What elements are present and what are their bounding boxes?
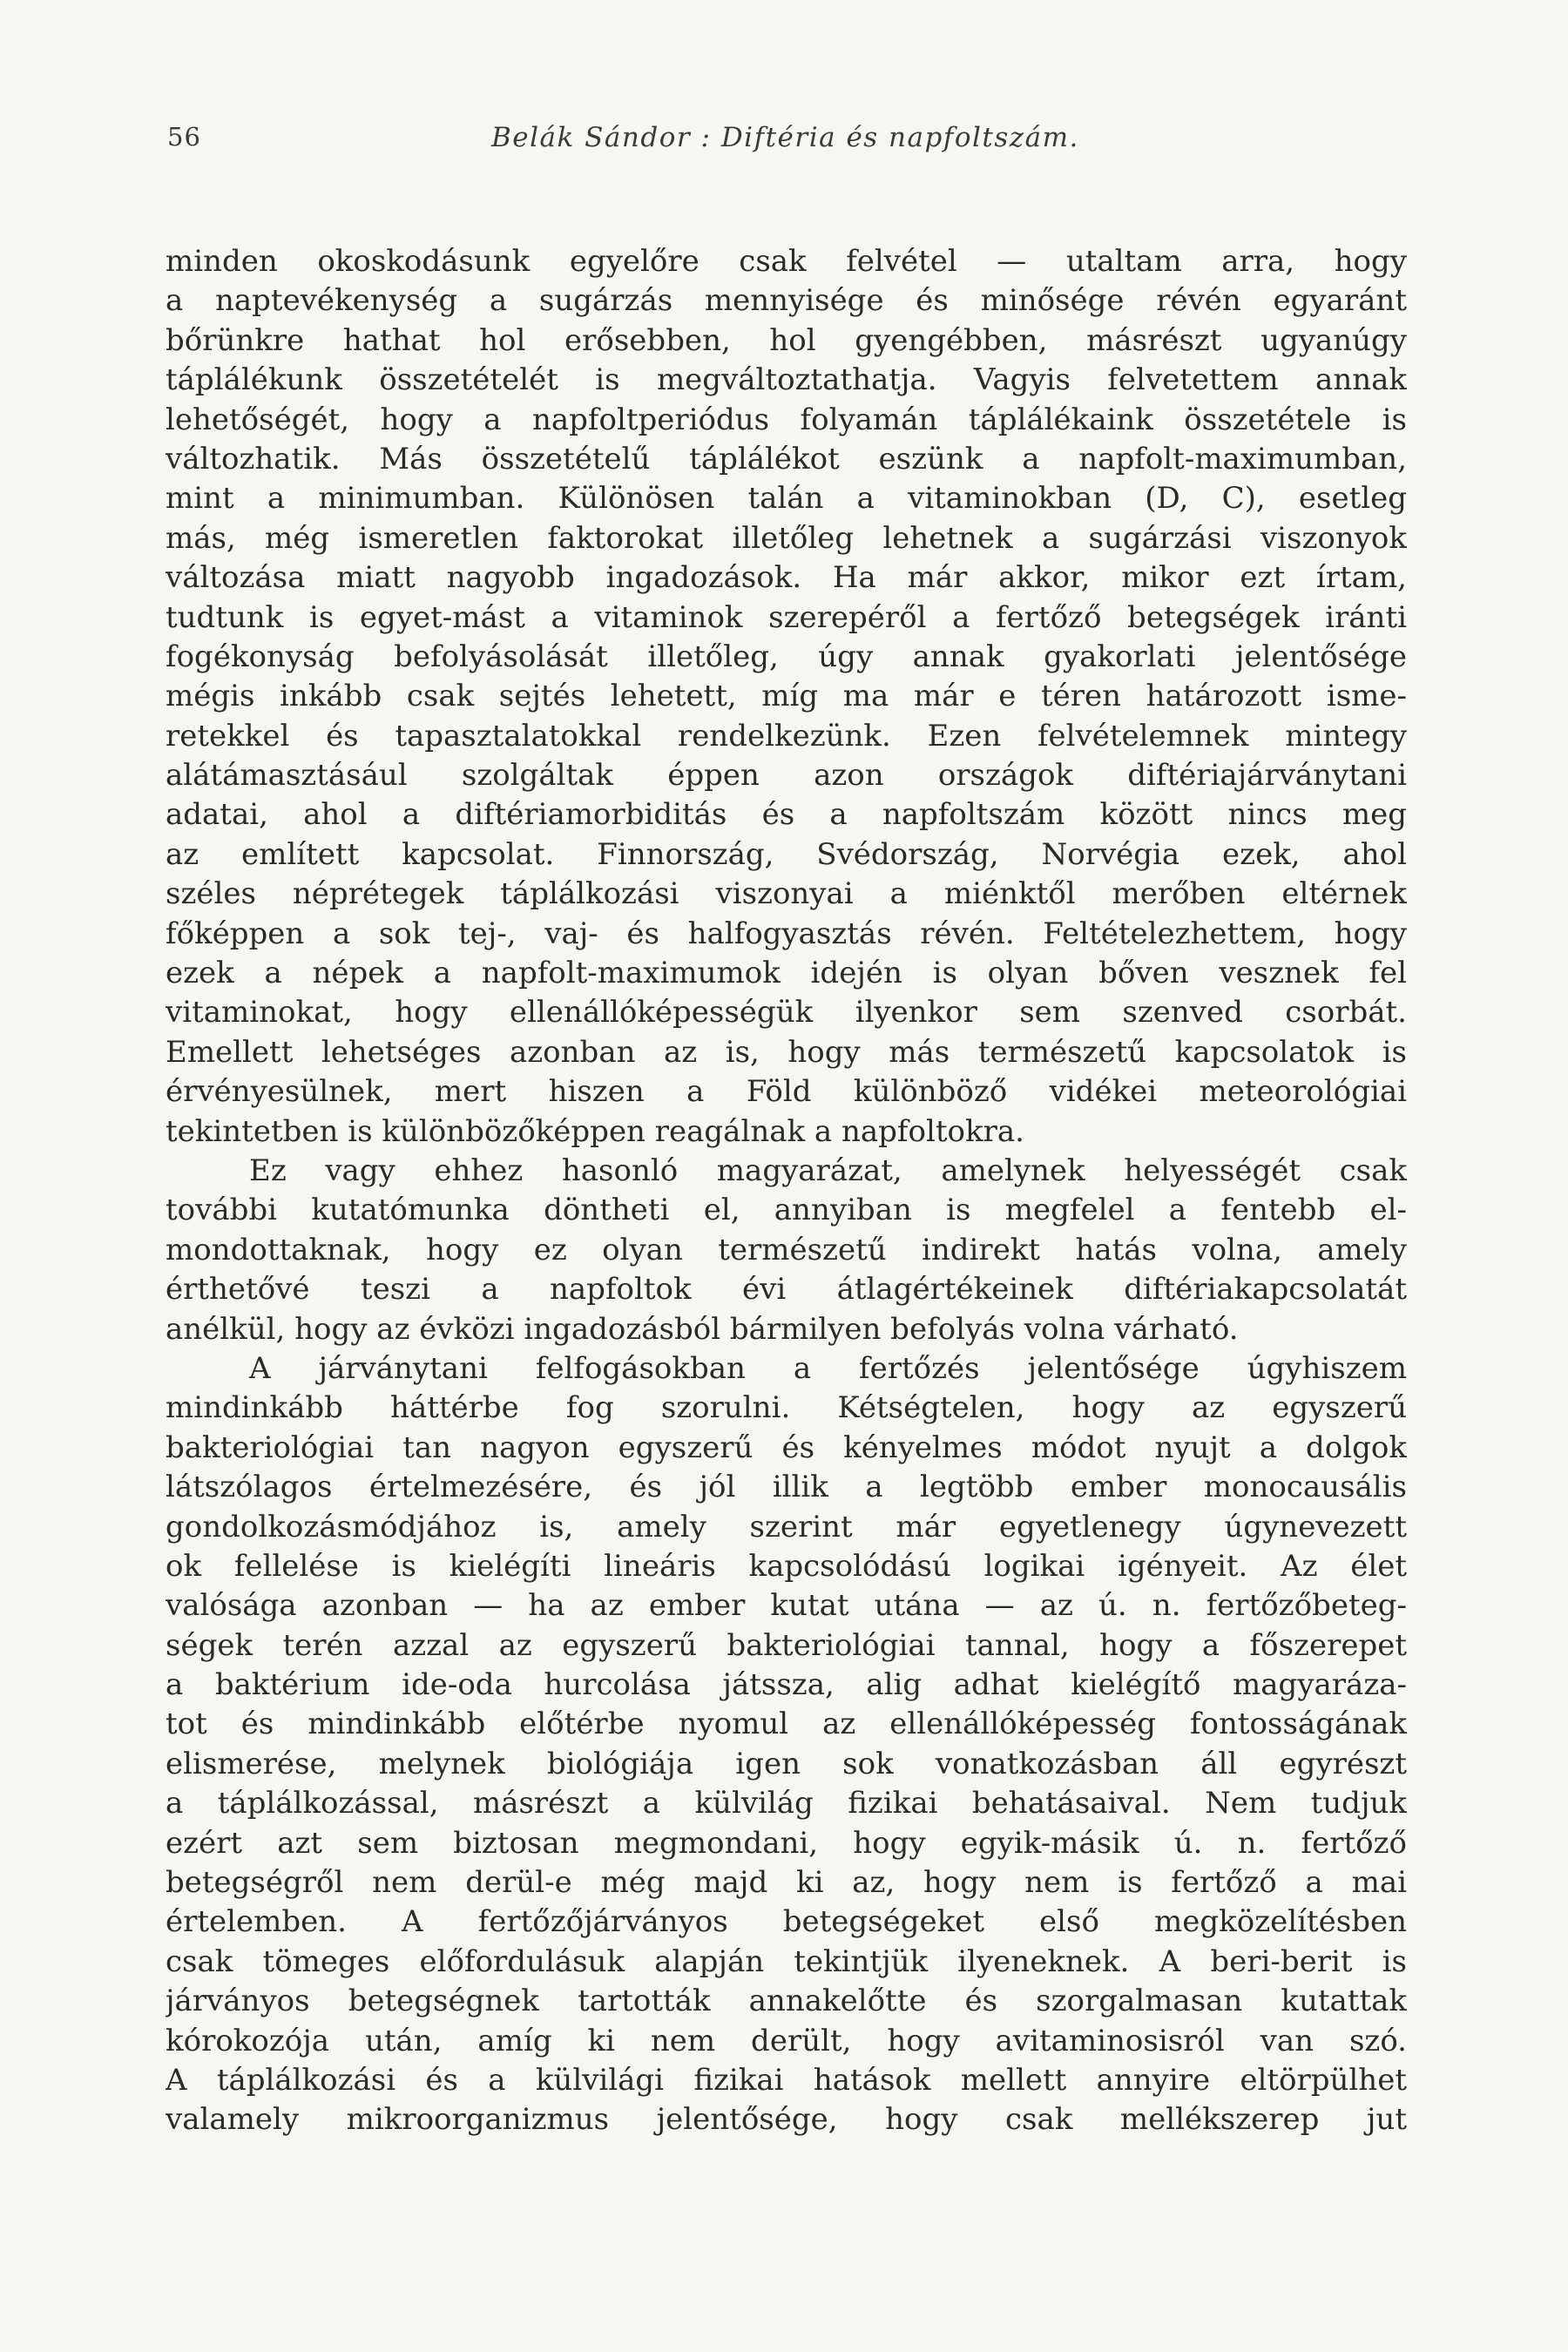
text-line: Emellett lehetséges azonban az is, hogy más természetű kapcsolatok is [166, 1034, 1407, 1070]
text-line: anélkül, hogy az évközi ingadozásból bármilyen befolyás volna várható. [166, 1311, 1239, 1347]
text-line: bakteriológiai tan nagyon egyszerű és kényelmes módot nyujt a dolgok [166, 1429, 1407, 1465]
text-line: a baktérium ide-oda hurcolása játssza, alig adhat kielégítő magyaráza- [166, 1667, 1407, 1703]
page-number: 56 [167, 122, 201, 152]
text-line: fogékonyság befolyásolását illetőleg, úgy annak gyakorlati jelentősége [166, 639, 1407, 674]
text-line: járványos betegségnek tartották annakelőtte és szorgalmasan kutattak [166, 1984, 1407, 2019]
text-line: változhatik. Más összetételű táplálékot eszünk a napfolt-maximumban, [166, 441, 1407, 476]
text-line: ezek a népek a napfolt-maximumok idején is olyan bőven vesznek fel [166, 956, 1407, 991]
text-line: adatai, ahol a diftériamorbiditás és a napfoltszám között nincs meg [166, 797, 1407, 833]
text-line: a naptevékenység a sugárzás mennyisége és minősége révén egyaránt [166, 283, 1407, 319]
text-line: széles néprétegek táplálkozási viszonyai a miénktől merőben eltérnek [166, 876, 1407, 912]
text-line: A járványtani felfogásokban a fertőzés jelentősége úgyhiszem [249, 1350, 1407, 1386]
body-text [166, 242, 1407, 2140]
text-line: valósága azonban — ha az ember kutat utána — az ú. n. fertőzőbeteg- [166, 1588, 1407, 1624]
text-line: más, még ismeretlen faktorokat illetőleg lehetnek a sugárzási viszonyok [166, 520, 1407, 556]
text-line: mégis inkább csak sejtés lehetett, míg ma már e téren határozott isme- [166, 679, 1407, 714]
text-line: valamely mikroorganizmus jelentősége, hogy csak mellékszerep jut [166, 2102, 1407, 2138]
text-line: elismerése, melynek biológiája igen sok vonatkozásban áll egyrészt [166, 1746, 1407, 1781]
text-line: mindinkább háttérbe fog szorulni. Kétségtelen, hogy az egyszerű [166, 1390, 1407, 1426]
text-line: gondolkozásmódjához is, amely szerint már egyetlenegy úgynevezett [166, 1509, 1407, 1544]
text-line: retekkel és tapasztalatokkal rendelkezünk. Ezen felvételemnek mintegy [166, 718, 1407, 754]
text-line: további kutatómunka döntheti el, annyiban is megfelel a fentebb el- [166, 1193, 1407, 1228]
text-line: vitaminokat, hogy ellenállóképességük ilyenkor sem szenved csorbát. [166, 995, 1407, 1031]
text-line: ezért azt sem biztosan megmondani, hogy egyik-másik ú. n. fertőző [166, 1825, 1407, 1861]
text-line: a táplálkozással, másrészt a külvilág fizikai behatásaival. Nem tudjuk [166, 1786, 1407, 1821]
text-line: mint a minimumban. Különösen talán a vitaminokban (D, C), esetleg [166, 481, 1407, 517]
text-line: változása miatt nagyobb ingadozások. Ha már akkor, mikor ezt írtam, [166, 560, 1407, 596]
text-line: az említett kapcsolat. Finnország, Svédország, Norvégia ezek, ahol [166, 836, 1407, 872]
text-line: A táplálkozási és a külvilági fizikai hatások mellett annyire eltörpülhet [166, 2062, 1407, 2098]
text-line: bőrünkre hathat hol erősebben, hol gyengébben, másrészt ugyanúgy [166, 322, 1407, 358]
text-line: tudtunk is egyet-mást a vitaminok szerepéről a fertőző betegségek iránti [166, 599, 1407, 635]
text-line: mondottaknak, hogy ez olyan természetű indirekt hatás volna, amely [166, 1232, 1407, 1267]
text-line: minden okoskodásunk egyelőre csak felvétel — utaltam arra, hogy [166, 244, 1407, 279]
text-line: lehetőségét, hogy a napfoltperiódus folyamán táplálékaink összetétele is [166, 402, 1407, 437]
text-line: tot és mindinkább előtérbe nyomul az ellenállóképesség fontosságának [166, 1707, 1407, 1742]
text-line: Ez vagy ehhez hasonló magyarázat, amelynek helyességét csak [249, 1152, 1407, 1188]
text-line: látszólagos értelmezésére, és jól illik a legtöbb ember monocausális [166, 1470, 1407, 1505]
text-line: ok fellelése is kielégíti lineáris kapcsolódású logikai igényeit. Az élet [166, 1548, 1407, 1584]
text-line: érthetővé teszi a napfoltok évi átlagértékeinek diftériakapcsolatát [166, 1272, 1407, 1308]
text-line: betegségről nem derül-e még majd ki az, hogy nem is fertőző a mai [166, 1865, 1407, 1901]
text-line: tekintetben is különbözőképpen reagálnak a napfoltokra. [166, 1113, 1024, 1149]
text-line: táplálékunk összetételét is megváltoztathatja. Vagyis felvetettem annak [166, 362, 1407, 398]
text-line: alátámasztásául szolgáltak éppen azon országok diftériajárványtani [166, 758, 1407, 794]
running-header [167, 122, 1404, 160]
text-line: kórokozója után, amíg ki nem derült, hogy avitaminosisról van szó. [166, 2023, 1407, 2058]
text-line: csak tömeges előfordulásuk alapján tekintjük ilyeneknek. A beri-berit is [166, 1943, 1407, 1979]
text-line: érvényesülnek, mert hiszen a Föld különböző vidékei meteorológiai [166, 1074, 1407, 1110]
running-title: Belák Sándor : Diftéria és napfoltszám. [491, 122, 1079, 153]
text-line: ségek terén azzal az egyszerű bakteriológiai tannal, hogy a főszerepet [166, 1627, 1407, 1663]
text-line: főképpen a sok tej-, vaj- és halfogyasztás révén. Feltételezhettem, hogy [166, 916, 1407, 951]
text-line: értelemben. A fertőzőjárványos betegségeket első megközelítésben [166, 1904, 1407, 1940]
